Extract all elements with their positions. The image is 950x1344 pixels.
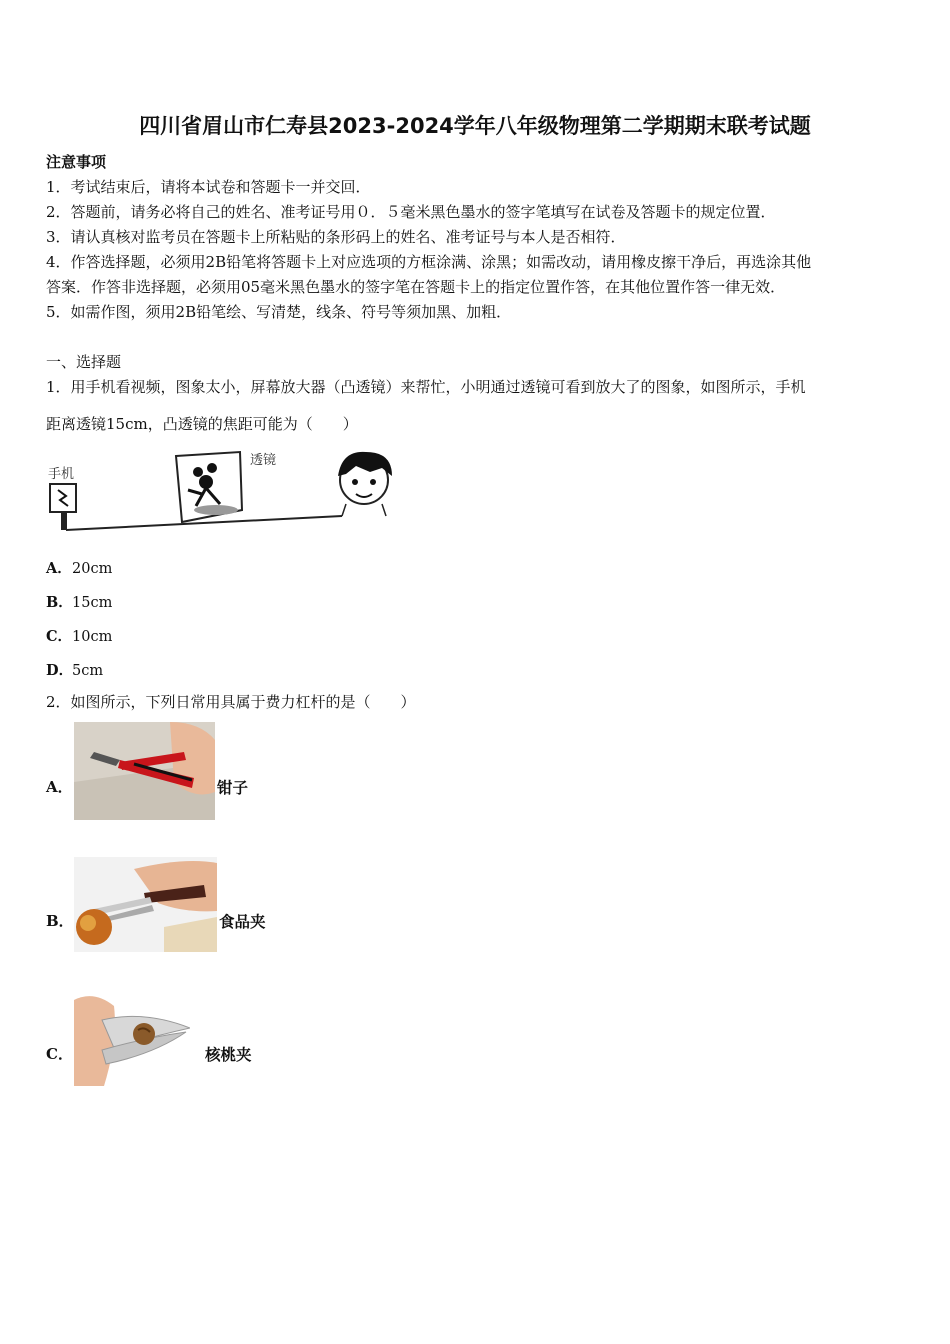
phone-lens-figure <box>46 446 406 536</box>
notice-item: 答案．作答非选择题，必须用05毫米黑色墨水的签字笔在答题卡上的指定位置作答，在其他位置作答一律无效． <box>46 278 786 296</box>
option-a-caption: 钳子 <box>217 778 249 797</box>
notice-heading: 注意事项 <box>46 153 107 171</box>
lens-label: 透镜 <box>250 453 277 468</box>
option-a-letter: A． <box>46 778 73 796</box>
page-title: 四川省眉山市仁寿县2023-2024学年八年级物理第二学期期末联考试题 <box>139 114 811 138</box>
phone-label: 手机 <box>48 467 75 482</box>
option-c: C．10cm <box>46 628 113 645</box>
pliers-photo <box>74 722 215 820</box>
option-d: D．5cm <box>46 662 104 679</box>
question-1-stem: 1．用手机看视频，图象太小，屏幕放大器（凸透镜）来帮忙，小明通过透镜可看到放大了的图象，如图所示，手机 <box>46 378 806 396</box>
nutcracker-photo <box>74 990 190 1086</box>
option-c-letter: C． <box>46 1045 73 1063</box>
notice-item: 1．考试结束后，请将本试卷和答题卡一并交回． <box>46 178 371 196</box>
section-heading: 一、选择题 <box>46 353 122 371</box>
notice-item: 4．作答选择题，必须用2B铅笔将答题卡上对应选项的方框涂满、涂黑；如需改动，请用橡皮擦干净后，再选涂其他 <box>46 253 812 271</box>
option-b-caption: 食品夹 <box>219 912 266 931</box>
food-tongs-photo <box>74 857 217 952</box>
option-c-caption: 核桃夹 <box>205 1045 252 1064</box>
option-b: B．15cm <box>46 594 113 611</box>
question-1-stem-cont: 距离透镜15cm，凸透镜的焦距可能为（ ） <box>46 415 358 433</box>
notice-item: 2．答题前，请务必将自己的姓名、准考证号用０．５毫米黑色墨水的签字笔填写在试卷及答题卡的规定位置． <box>46 203 776 221</box>
question-2-stem: 2．如图所示，下列日常用具属于费力杠杆的是（ ） <box>46 693 416 711</box>
option-a: A．20cm <box>46 560 113 577</box>
phone-stand <box>61 512 67 530</box>
option-b-letter: B． <box>46 912 74 930</box>
notice-item: 3．请认真核对监考员在答题卡上所粘贴的条形码上的姓名、准考证号与本人是否相符． <box>46 228 626 246</box>
notice-item: 5．如需作图，须用2B铅笔绘、写清楚，线条、符号等须加黑、加粗． <box>46 303 512 321</box>
